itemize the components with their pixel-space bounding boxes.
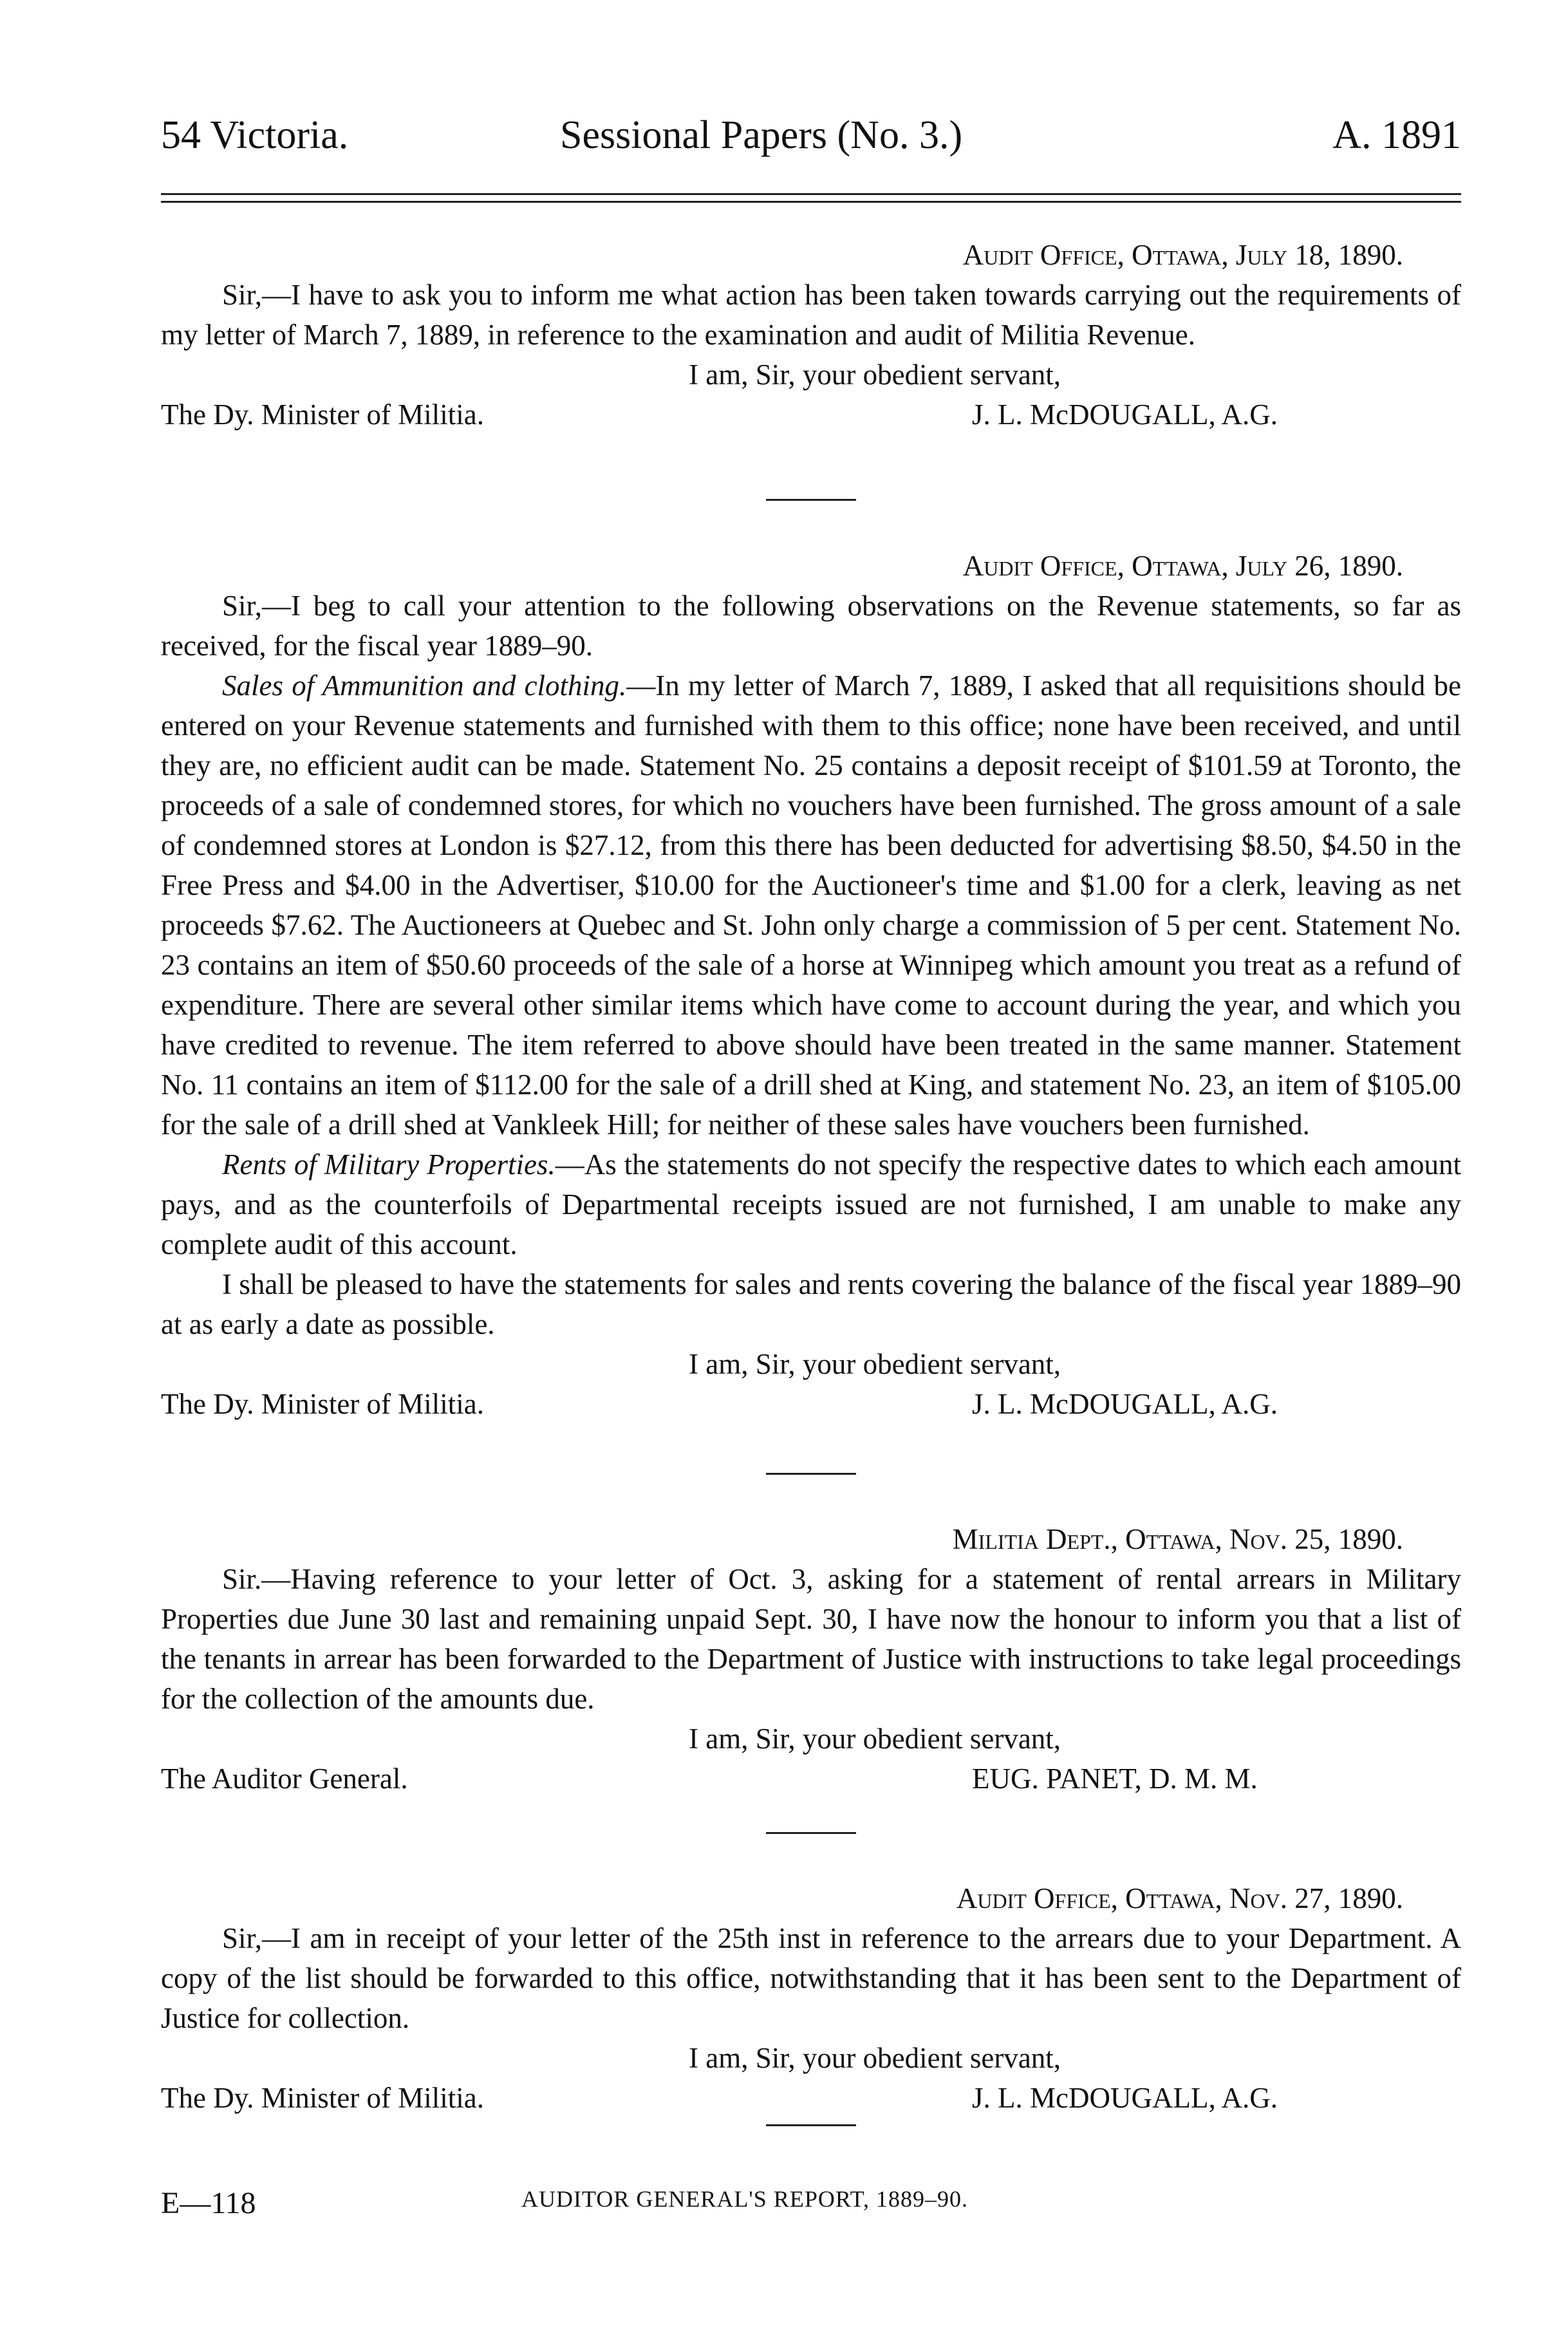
letter-dateline: Militia Dept., Ottawa, Nov. 25, 1890.	[952, 1523, 1403, 1555]
rents-heading: Rents of Military Properties.	[222, 1148, 555, 1181]
separator-rule	[766, 1473, 856, 1475]
letter-closing-line	[161, 1344, 1461, 1384]
letter-addressee: The Dy. Minister of Militia.	[161, 2082, 485, 2114]
footer-page-number: E—118	[161, 2186, 256, 2220]
letter-addressee: The Auditor General.	[161, 1763, 408, 1795]
letter-closing: I am, Sir, your obedient servant,	[689, 359, 1061, 391]
letter-addressee: The Dy. Minister of Militia.	[161, 398, 485, 431]
letter-address-line	[161, 1384, 1461, 1424]
sales-paragraph	[161, 666, 1461, 1145]
letter-dateline: Audit Office, Ottawa, July 18, 1890.	[962, 239, 1403, 271]
header-session: 54 Victoria.	[161, 113, 349, 157]
letter-closing: I am, Sir, your obedient servant,	[689, 1723, 1061, 1755]
letter-dateline: Audit Office, Ottawa, July 26, 1890.	[962, 550, 1403, 582]
document-page	[161, 0, 1461, 2329]
header-rule-bottom	[161, 201, 1461, 203]
letter-closing-line	[161, 2038, 1461, 2078]
letter-signature: EUG. PANET, D. M. M.	[972, 1763, 1258, 1795]
page-footer	[161, 2185, 1461, 2231]
letter-body: Sir,—I have to ask you to inform me what action has been taken towards carrying out the requirements of my letter of March 7, 1889, in reference to the examination and audit of Militia Revenue.	[161, 279, 1461, 351]
letter-1	[161, 235, 1461, 435]
final-paragraph: I shall be pleased to have the statements for sales and rents covering the balance of the fiscal year 1889–90 at as early a date as possible.	[161, 1268, 1461, 1340]
running-header	[161, 113, 1461, 171]
letter-signature: J. L. McDOUGALL, A.G.	[972, 2082, 1278, 2114]
letter-closing: I am, Sir, your obedient servant,	[689, 1348, 1061, 1380]
letter-signature: J. L. McDOUGALL, A.G.	[972, 398, 1278, 431]
header-rule-top	[161, 193, 1461, 195]
separator-rule	[766, 1832, 856, 1834]
letter-body: Sir.—Having reference to your letter of Oct. 3, asking for a statement of rental arrears in Military Properties due June 30 last and remaining unpaid Sept. 30, I have now the honour to inform you that a list of the tenants in arrear has been forwarded to the Department of Justice with instructions to take legal proceedings for the collection of the amounts due.	[161, 1563, 1461, 1715]
letter-body: Sir,—I beg to call your attention to the following observations on the Revenue statements, so far as received, for the fiscal year 1889–90.	[161, 590, 1461, 662]
letter-address-line	[161, 1759, 1461, 1799]
header-year: A. 1891	[1332, 113, 1461, 157]
letter-address-line	[161, 395, 1461, 435]
sales-text: —In my letter of March 7, 1889, I asked that all requisitions should be entered on your Revenue statements and furnished with them to this office; none have been received, and until they are, no efficient audit can be made. Statement No. 25 contains a deposit receipt of $101.59 at Toronto, the proceeds of a sale of condemned stores, for which no vouchers have been furnished. The gross amount of a sale of condemned stores at London is $27.12, from this there has been deducted for advertising $8.50, $4.50 in the Free Press and $4.00 in the Advertiser, $10.00 for the Auctioneer's time and $1.00 for a clerk, leaving as net proceeds $7.62. The Auctioneers at Quebec and St. John only charge a commission of 5 per cent. Statement No. 23 contains an item of $50.60 proceeds of the sale of a horse at Winnipeg which amount you treat as a refund of expenditure. There are several other similar items which have come to account during the year, and which you have credited to revenue. The item referred to above should have been treated in the same manner. Statement No. 11 contains an item of $112.00 for the sale of a drill shed at King, and statement No. 23, an item of $105.00 for the sale of a drill shed at Vankleek Hill; for neither of these sales have vouchers been furnished.	[161, 669, 1461, 1141]
letter-closing: I am, Sir, your obedient servant,	[689, 2042, 1061, 2074]
rents-text: —As the statements do not specify the respective dates to which each amount pays, and as the counterfoils of Departmental receipts issued are not furnished, I am unable to make any complete audit of this account.	[161, 1148, 1462, 1260]
sales-heading: Sales of Ammunition and clothing.	[222, 669, 627, 702]
letter-address-line	[161, 2078, 1461, 2118]
footer-title: AUDITOR GENERAL'S REPORT, 1889–90.	[521, 2186, 969, 2212]
letter-closing-line	[161, 355, 1461, 395]
letter-closing-line	[161, 1719, 1461, 1759]
letter-dateline: Audit Office, Ottawa, Nov. 27, 1890.	[956, 1882, 1403, 1914]
rents-paragraph	[161, 1145, 1461, 1264]
letter-2	[161, 546, 1461, 1424]
letter-signature: J. L. McDOUGALL, A.G.	[972, 1388, 1278, 1420]
separator-rule	[766, 499, 856, 501]
header-title: Sessional Papers (No. 3.)	[560, 113, 963, 157]
separator-rule	[766, 2124, 856, 2126]
letter-4	[161, 1878, 1461, 2118]
letter-body: Sir,—I am in receipt of your letter of the 25th inst in reference to the arrears due to your Department. A copy of the list should be forwarded to this office, notwithstanding that it has been sent to the Department of Justice for collection.	[161, 1922, 1461, 2034]
letter-addressee: The Dy. Minister of Militia.	[161, 1388, 485, 1420]
letter-3	[161, 1519, 1461, 1799]
